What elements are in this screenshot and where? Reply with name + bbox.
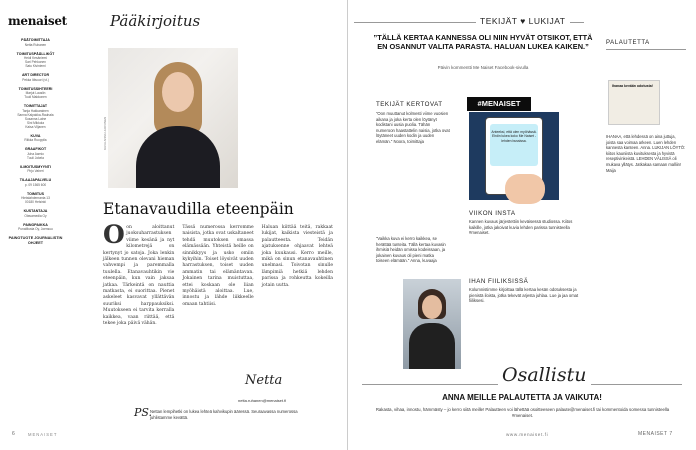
- masthead-heading: TILAAJAPALVELU: [19, 178, 52, 182]
- masthead-heading: TOIMITTAJAT: [23, 104, 48, 108]
- masthead-heading: TOIMITUSSIHTEERI: [18, 86, 53, 91]
- editor-photo: [108, 48, 238, 188]
- masthead-line: Heidi Kesäniemi: [23, 56, 48, 60]
- masthead-line: Tuuli Makkonen: [24, 95, 47, 99]
- masthead-heading: PÄÄTOIMITTAJA: [21, 38, 50, 42]
- masthead-block: [8, 165, 63, 174]
- masthead-line: Sini Mikkola: [26, 120, 44, 125]
- viikon-insta-text: Kannen kuvaus järjestettiin keväisessä studiossa. Kiitos kaikille, jotka jakoivat kuvia lehden parissa tunnisteella #menaiset.: [469, 219, 573, 236]
- website-link[interactable]: www.menaiset.fi: [506, 432, 549, 437]
- masthead-line: Pirjo Vaheri: [27, 169, 44, 173]
- ps-label: PS.: [134, 406, 153, 419]
- body-column-3: [262, 225, 333, 328]
- masthead-line: Juha Aarnio: [27, 151, 44, 156]
- palautetta-text: IHANAA, että lehdessä on aina juttuja, joista saa voimaa arkeen. Luen lehden kannesta kanteen. Anna. LUKIJAN LÖYTÖ: kiitos kauniista kuvituksesta ja hyvistä reseptivinkeistä. LEHDEN VÄLISSÄ oli mukava yllätys. Jatkakaa samaan malliin! Maija: [606, 134, 686, 173]
- masthead-line: Kaisa Viljanen: [25, 124, 46, 129]
- reader-quote: ”TÄLLÄ KERTAA KANNESSA OLI NIIN HYVÄT OTSIKOT, ETTÄ EN OSANNUT VALITA PARASTA. HALUAN LUKEA KAIKEN.”: [373, 33, 593, 52]
- painotuote-logo: PAINOTUOTE JOURNALISTIN OHJEET: [8, 236, 63, 245]
- portrait-face: [422, 295, 442, 319]
- drop-cap: O: [103, 220, 125, 249]
- viikon-insta-title: VIIKON INSTA: [469, 210, 516, 217]
- masthead-line: Sari Pehkonen: [25, 60, 46, 64]
- signature: Netta: [245, 373, 283, 388]
- palautetta-title: PALAUTETTA: [606, 40, 650, 46]
- masthead-line: Tuuli Jokela: [27, 155, 44, 160]
- ihan-fiiliksissa-title: IHAN FIILIKSISSÄ: [469, 278, 529, 285]
- feedback-cta-title: ANNA MEILLE PALAUTETTA JA VAIKUTA!: [442, 393, 602, 402]
- editorial-body: [103, 220, 333, 328]
- masthead-block: [8, 104, 63, 129]
- masthead-list: [8, 38, 63, 231]
- masthead-heading: ILMOITUSMYYNTI: [20, 164, 51, 169]
- masthead-block: [8, 209, 63, 218]
- right-page: [348, 0, 696, 450]
- tekijat-text: ”Oon muuttanut kolmesti viime vuosien aikana ja joka kerta olen löytänyt kodistani uusia puolia. Tähän numeroon haastattelin naisia, jotka ovat löytäneet uuden kodin ja uuden elämän.” Noora, toimittaja: [376, 111, 450, 144]
- masthead-heading: GRAAFIKOT: [24, 147, 47, 151]
- magazine-cover-thumbnail: Ihanaa kevään odotusta!: [608, 80, 660, 125]
- portrait-body: [409, 323, 455, 369]
- osallistu-script: Osallistu: [498, 364, 591, 386]
- footer-left: MENAISET: [28, 432, 58, 437]
- masthead-line: Hietalahdenranta 13: [21, 196, 50, 200]
- editorial-headline: Etanavaudilla eteenpäin: [103, 200, 294, 218]
- body-column-2: [182, 225, 253, 328]
- hand-illustration: [505, 174, 545, 204]
- masthead-heading: TOIMITUS: [26, 191, 45, 196]
- vaikka-text: ”Vaikka kuva ei kerro kaikkea, se herättää tunteita. Tällä kertaa kuvasin ihmisiä heidän omissa kodeissaan, ja jokainen kuvaus oli pieni matka toiseen elämään.” Anna, kuvaaja: [376, 236, 446, 264]
- body-text-2: Tässä numerossa kerromme naisista, jotka ovat uskaltaneet tehdä muutoksen omassa elämässään. Yhteistä heille on sinnikkyys ja usko omiin kykyihin. Toiset löysivät uuden harrastuksen, toiset uuden ammatin tai elämäntavan. Jokainen tarina muistuttaa, ettei koskaan ole liian myöhäistä aloittaa. Lue, innostu ja lähde liikkeelle omaan tahtiisi.: [182, 225, 254, 307]
- masthead-block: [8, 223, 63, 232]
- chat-bubble: Anteeksi, että olen myöhässä. Ehdin lukea koko Me Naiset -lehden bussissa.: [490, 124, 538, 166]
- masthead-block: [8, 87, 63, 100]
- masthead-line: Pekka Itävuori (vt.): [22, 77, 49, 82]
- section-title: TEKIJÄT ♥ LUKIJAT: [476, 16, 570, 26]
- masthead-line: Susanna Laine: [24, 116, 47, 121]
- editor-email-link[interactable]: netta.ruhanen@menaiset.fi: [238, 398, 287, 403]
- masthead-line: Tanja Hakkarainen: [22, 108, 49, 113]
- masthead-line: 00180 Helsinki: [25, 200, 46, 204]
- masthead-line: Riikka Ruoppila: [24, 138, 47, 142]
- masthead-line: Otavamedia Oy: [24, 213, 47, 218]
- hashtag-menaiset: #MENAISET: [467, 97, 531, 111]
- masthead-heading: KUVA: [30, 133, 41, 138]
- masthead-line: p. 09 1565 600: [24, 182, 47, 187]
- body-text-1: on aloittanut juoksuharrastuksen viime kesänä ja nyt kilometrejä on kertynyt jo satoja. Joka lenkin jälkeen tunnen olevani hieman vahvempi ja paremmalla tuulella. Etanavauhtikin vie eteenpäin, kun vain jaksaa jatkaa. Tärkeintä on nauttia matkasta, ei suorittaa. Pienet askeleet kasvavat yllättävän suuriksi harppauksiksi. Muutokseen ei tarvita kerralla kaikkea, vaan riittää, että tekee joka päivä vähän.: [103, 225, 175, 327]
- masthead-heading: ART DIRECTOR: [21, 73, 50, 77]
- ps-text: Nettan lempihetki on lukea lehteä kahvikupin ääressä. Seuraavassa numerossa juhlistamme kevättä.: [150, 409, 298, 420]
- palautetta-rule: [606, 49, 686, 50]
- masthead-block: [8, 38, 63, 47]
- masthead-block: [8, 73, 63, 82]
- masthead-block: [8, 192, 63, 205]
- masthead-block: [8, 52, 63, 69]
- masthead-block: [8, 134, 63, 143]
- tekijat-title: TEKIJÄT KERTOVAT: [376, 101, 443, 108]
- body-text-3: Haluan kiittää teitä, rakkaat lukijat, kaikista viesteistä ja palautteesta. Teidän ajatuksenne ohjaavat lehteä joka kuukausi. Kerro meille, mikä on sinun etanavauhtinen unelmasi. Toivotan sinulle lämpimiä hetkiä lehden parissa ja rohkeutta kokeilla jotain uutta.: [261, 225, 333, 288]
- masthead-heading: KUSTANTAJA: [23, 209, 48, 213]
- photo-face: [162, 72, 194, 112]
- masthead-line: PunaMusta Oy, Joensuu: [18, 227, 53, 231]
- masthead-line: Netta Ruhanen: [24, 42, 47, 47]
- section-header-editorial: Pääkirjoitus: [110, 12, 201, 30]
- masthead-heading: TOIMITUSPÄÄLLIKÖT: [16, 51, 55, 56]
- page-number-right: MENAISET 7: [638, 431, 673, 437]
- masthead-block: [8, 147, 63, 160]
- columnist-portrait: [403, 279, 461, 369]
- menaiset-logo: menaiset: [8, 14, 67, 28]
- masthead-line: Sanna Kalpakka-Rauhala: [17, 112, 54, 117]
- phone-illustration: [469, 112, 559, 200]
- page-number-left: 6: [12, 431, 15, 437]
- masthead-column: [8, 14, 67, 245]
- masthead-heading: PAINOPAIKKA: [23, 222, 48, 227]
- feedback-cta-text: Rakasta, vihaa, innostu, hämmästy – jo kerro siitä meille! Palautteen voi lähettää osoitteeseen palaute@menaiset.fi tai kommentoida somessa tunnisteella #menaiset.: [375, 407, 670, 418]
- masthead-line: Marjut Lauslin: [25, 91, 46, 95]
- quote-source: Päivin kommentti Me Naiset Facebook-sivulla: [437, 65, 529, 70]
- photo-caption: KUVA ANNA HUOVINEN: [103, 116, 107, 150]
- masthead-block: [8, 178, 63, 187]
- masthead-line: Satu Kiviniemi: [25, 64, 46, 68]
- body-column-1: [103, 220, 175, 328]
- ihan-fiiliksissa-text: Kolumnistimme kirjoittaa tällä kertaa kesän odotuksesta ja pienistä iloista, jotka tekevät arjesta juhlaa. Lue ja jaa omat fiiliksesi.: [469, 287, 579, 304]
- photo-body: [136, 126, 220, 188]
